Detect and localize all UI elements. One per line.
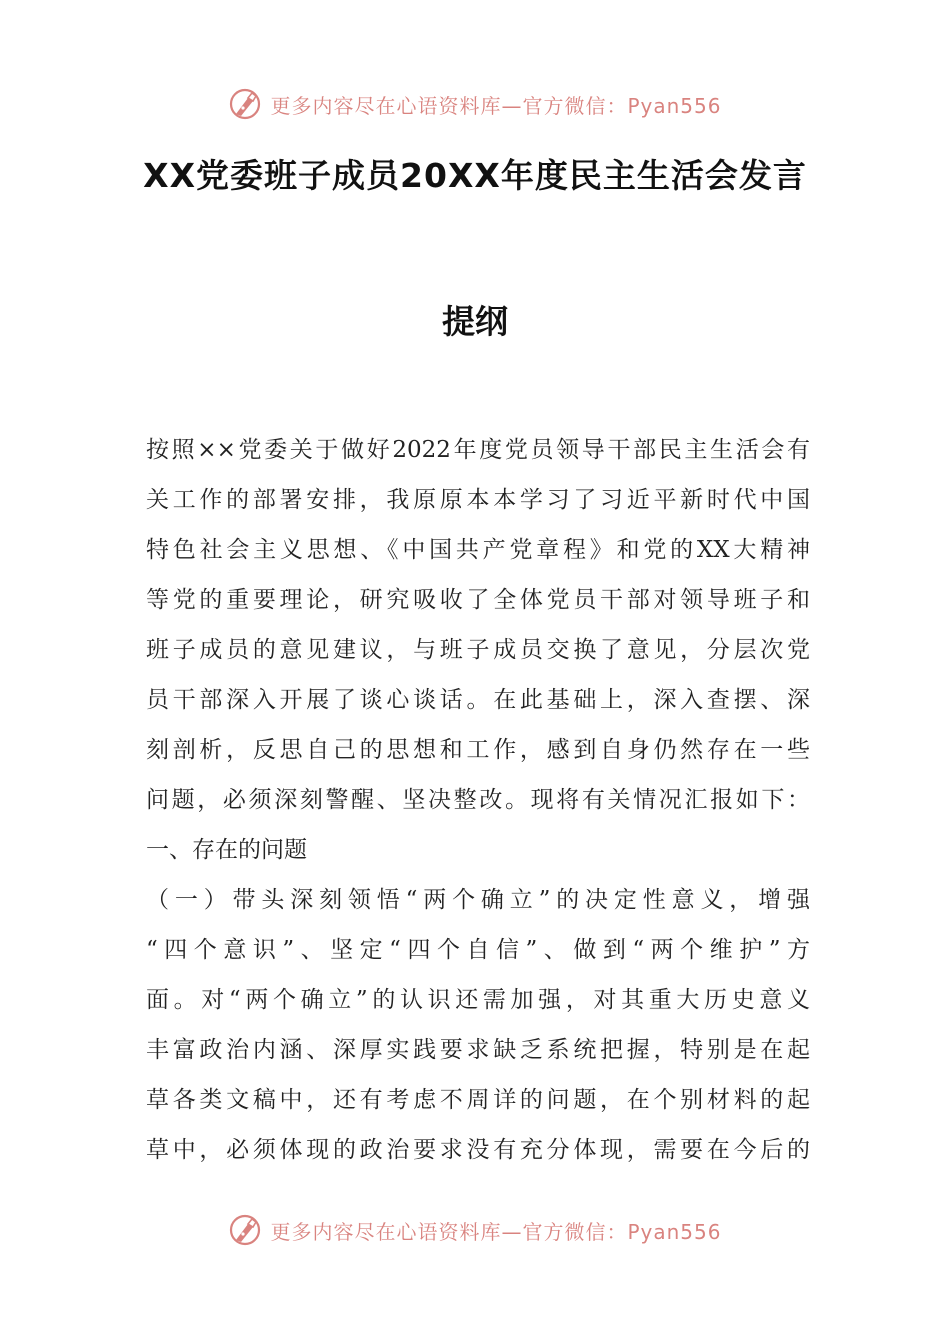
body-line: 特色社会主义思想、《中国共产党章程》和党的XX大精神 [146,537,810,563]
body-line: 草中，必须体现的政治要求没有充分体现，需要在今后的 [146,1137,810,1163]
body-line: 问题，必须深刻警醒、坚决整改。现将有关情况汇报如下： [146,787,810,813]
body-line: 关工作的部署安排，我原原本本学习了习近平新时代中国 [146,487,810,513]
body-line: 草各类文稿中，还有考虑不周详的问题，在个别材料的起 [146,1087,810,1113]
body-line: 班子成员的意见建议，与班子成员交换了意见，分层次党 [146,637,810,663]
watermark-header [0,84,950,124]
body-line: 刻剖析，反思自己的思想和工作，感到自身仍然存在一些 [146,737,810,763]
document-title-continued: 提纲 [442,302,508,341]
watermark-text: 更多内容尽在心语资料库—官方微信：Pyan556 [270,93,722,118]
watermark-footer [0,1210,950,1250]
body-line: 面。对“两个确立”的认识还需加强，对其重大历史意义 [146,987,810,1013]
body-line: “四个意识”、坚定“四个自信”、做到“两个维护”方 [146,937,810,963]
section-heading: 一、存在的问题 [146,837,307,863]
pen-nib-circle-icon [228,87,262,121]
document-body [146,425,810,1175]
body-line: 按照××党委关于做好2022年度党员领导干部民主生活会有 [146,437,810,463]
body-line: （一）带头深刻领悟“两个确立”的决定性意义，增强 [146,887,810,913]
body-line: 员干部深入开展了谈心谈话。在此基础上，深入查摆、深 [146,687,810,713]
watermark-text: 更多内容尽在心语资料库—官方微信：Pyan556 [270,1219,722,1244]
body-line: 等党的重要理论，研究吸收了全体党员干部对领导班子和 [146,587,810,613]
body-line: 丰富政治内涵、深厚实践要求缺乏系统把握，特别是在起 [146,1037,810,1063]
document-title: XX党委班子成员20XX年度民主生活会发言 [143,156,807,195]
pen-nib-circle-icon [228,1213,262,1247]
